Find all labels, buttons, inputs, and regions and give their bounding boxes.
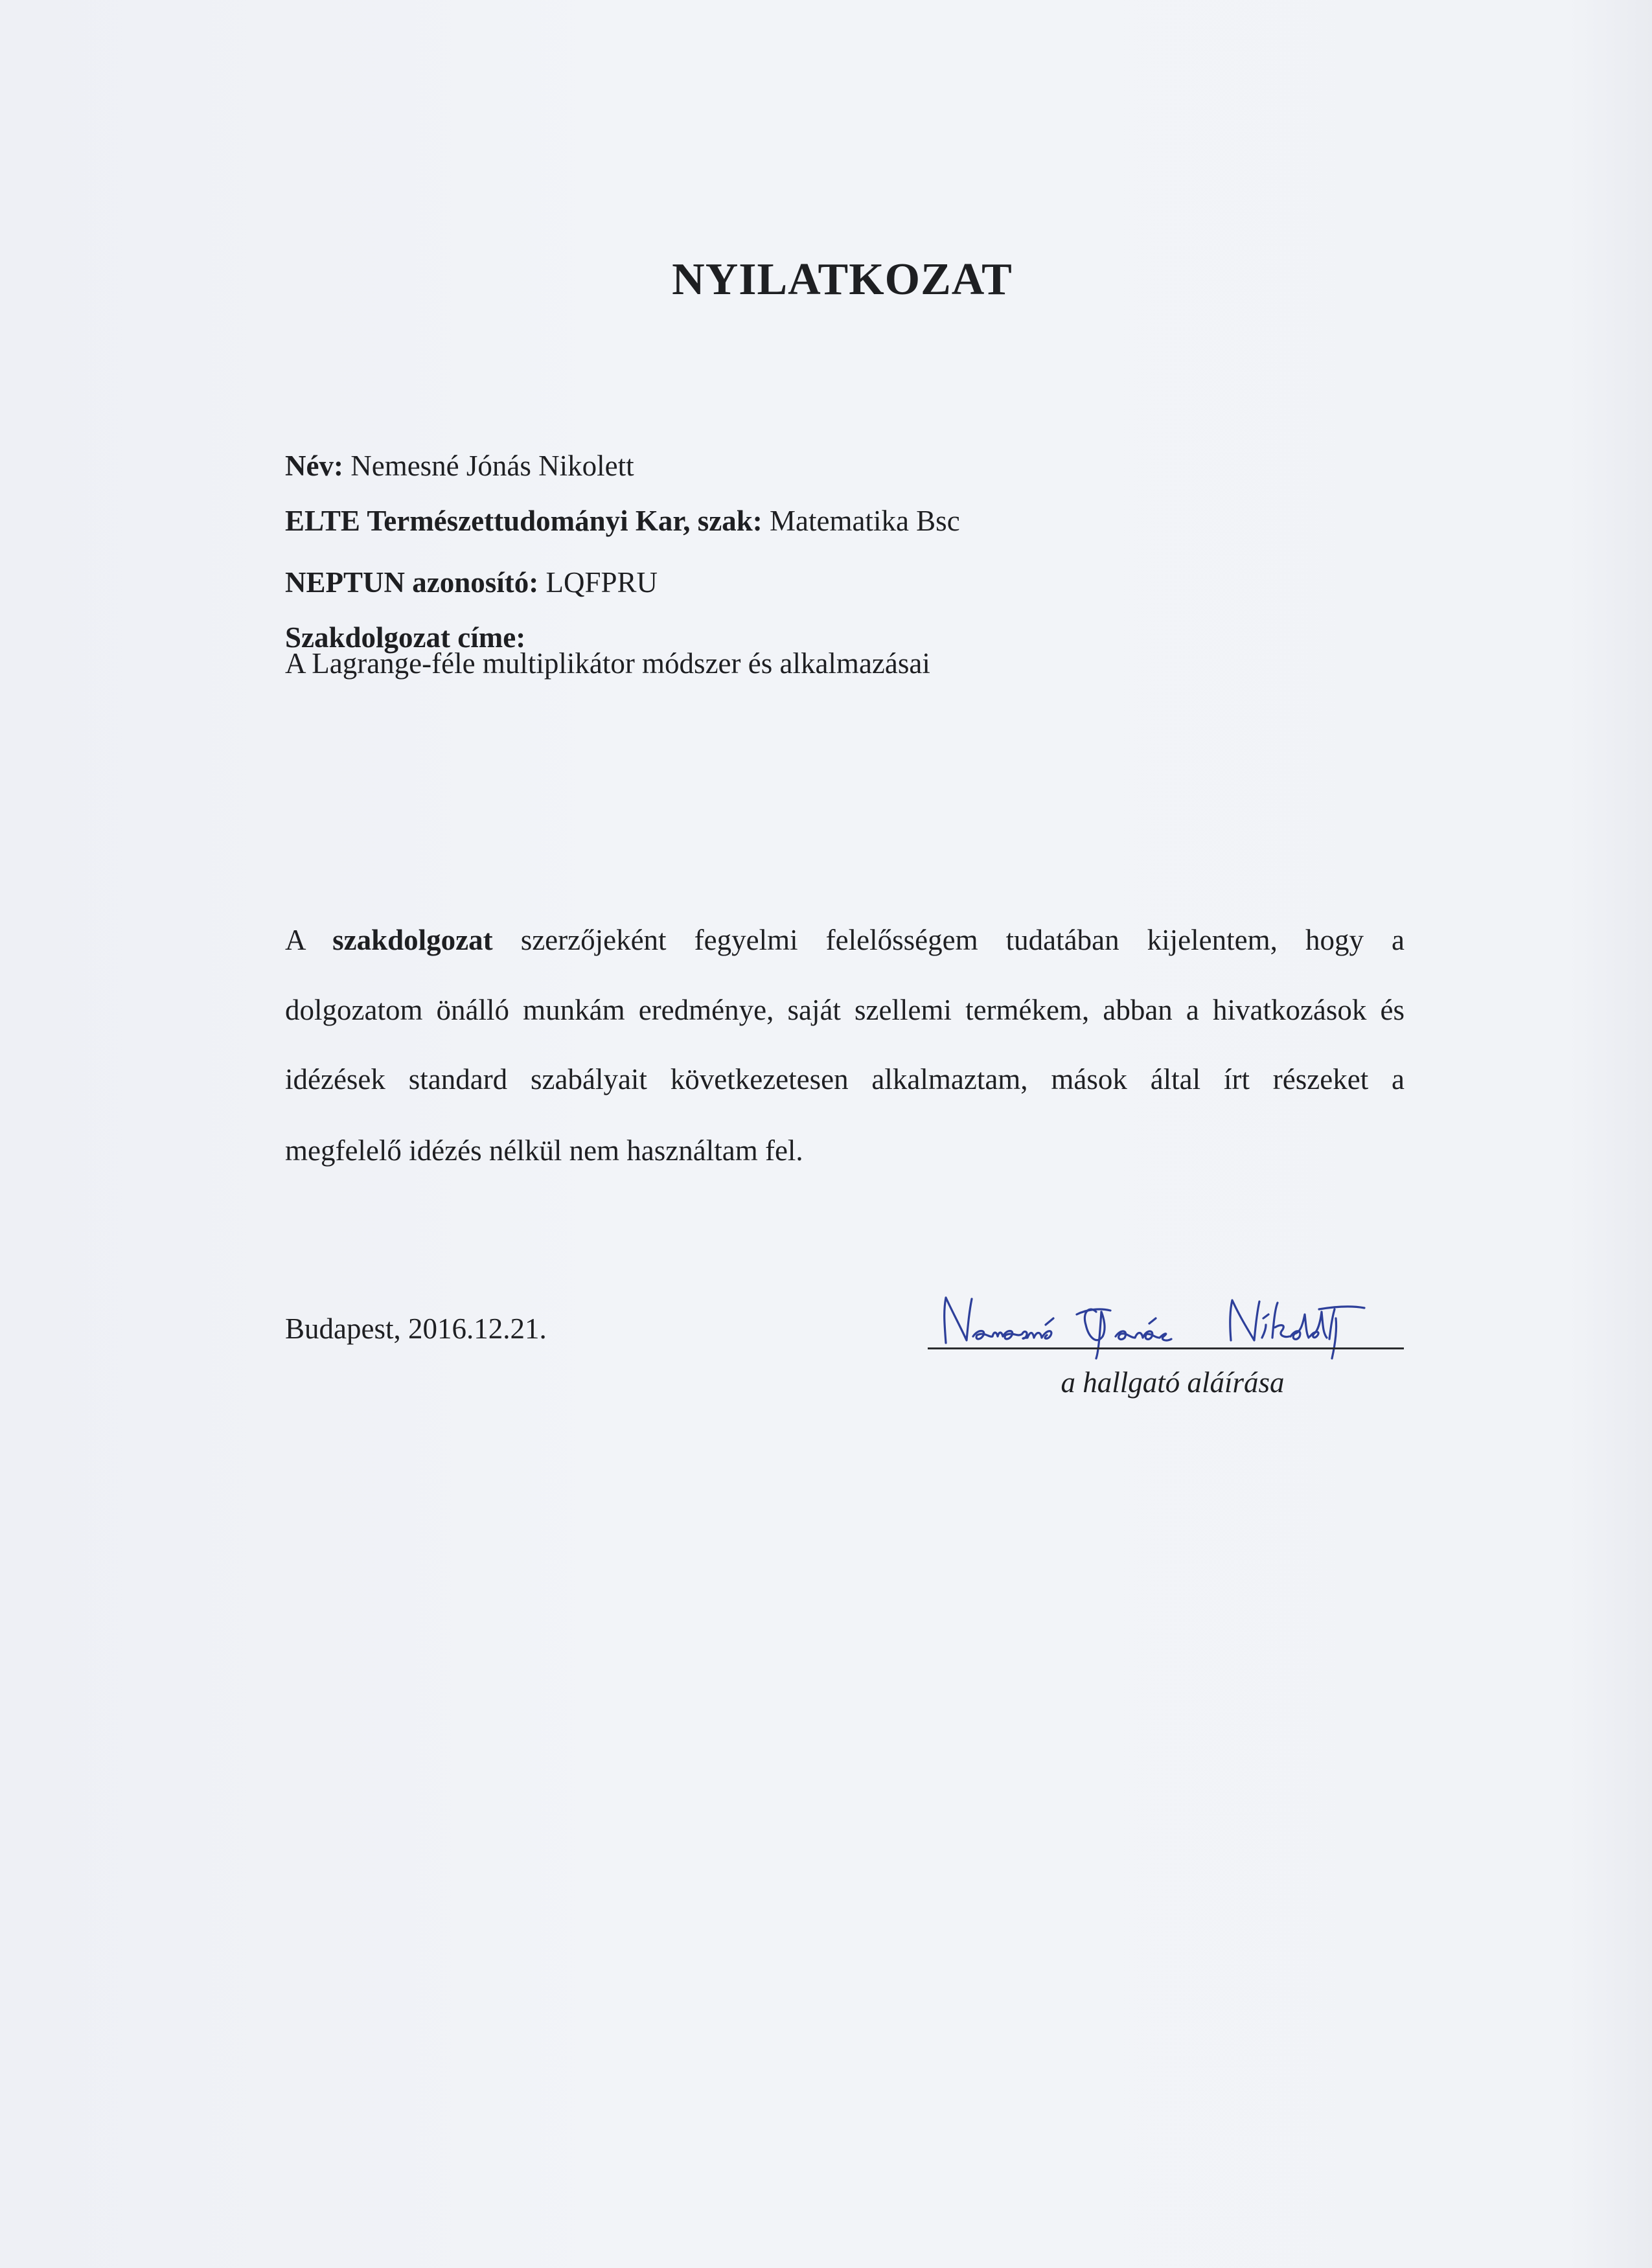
declaration-line-1-rest: szerzőjeként fegyelmi felelősségem tudatában kijelentem, hogy a <box>492 924 1405 956</box>
thesis-title-label: Szakdolgozat címe: <box>285 621 526 654</box>
declaration-line-1-start: A <box>285 924 333 956</box>
declaration-line-2: dolgozatom önálló munkám eredménye, saját szellemi termékem, abban a hivatkozások és <box>285 994 1405 1026</box>
declaration-bold-word: szakdolgozat <box>332 924 493 956</box>
place-and-date: Budapest, 2016.12.21. <box>285 1312 547 1345</box>
neptun-field <box>285 566 658 599</box>
signature-line <box>928 1347 1404 1349</box>
name-value: Nemesné Jónás Nikolett <box>343 450 634 482</box>
name-label: Név: <box>285 450 343 482</box>
thesis-title-value: A Lagrange-féle multiplikátor módszer és alkalmazásai <box>285 647 930 680</box>
signature-text: Nemesné Jónás Nikolett <box>926 1286 933 1287</box>
declaration-line-3: idézések standard szabályait következetesen alkalmaztam, mások által írt részeket a <box>285 1063 1405 1095</box>
faculty-value: Matematika Bsc <box>762 505 960 537</box>
signature-caption: a hallgató aláírása <box>1061 1366 1285 1399</box>
neptun-label: NEPTUN azonosító: <box>285 566 539 599</box>
declaration-line-1 <box>285 923 1405 957</box>
name-field <box>285 449 634 483</box>
neptun-value: LQFPRU <box>538 566 658 599</box>
faculty-field <box>285 504 960 538</box>
handwritten-signature <box>926 1286 1419 1364</box>
faculty-label: ELTE Természettudományi Kar, szak: <box>285 505 763 537</box>
document-title: NYILATKOZAT <box>672 255 1013 304</box>
declaration-line-4: megfelelő idézés nélkül nem használtam fel. <box>285 1134 803 1167</box>
